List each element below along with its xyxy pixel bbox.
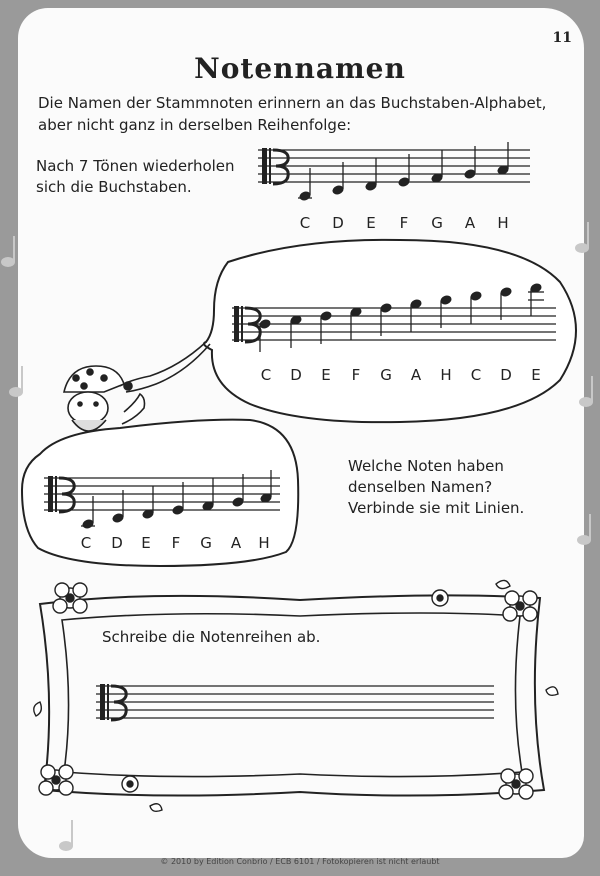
staff2-label: A <box>410 366 422 384</box>
flower-icon <box>53 583 87 613</box>
staff3-label: F <box>171 534 181 552</box>
staff2-label: H <box>440 366 452 384</box>
staff2-label: E <box>531 366 541 384</box>
staff1-label: A <box>464 214 476 232</box>
flower-icon <box>122 776 138 792</box>
staff1-label: H <box>497 214 509 232</box>
staff1-label: G <box>431 214 443 232</box>
empty-staff <box>96 684 494 720</box>
staff3-label: E <box>141 534 151 552</box>
leaf-icon <box>34 702 42 716</box>
flower-icon <box>503 591 537 621</box>
staff3-label: C <box>80 534 92 552</box>
task-instruction: Schreibe die Notenreihen ab. <box>102 628 321 646</box>
staff1-label: F <box>399 214 409 232</box>
staff3-label: D <box>111 534 123 552</box>
flower-icon <box>432 590 448 606</box>
flower-icon <box>39 765 73 795</box>
intro-text: Die Namen der Stammnoten erinnern an das Buchstaben-Alphabet, aber nicht ganz in derselben Reihenfolge: <box>38 94 547 134</box>
staff1-label: D <box>332 214 344 232</box>
leaf-icon <box>150 804 162 812</box>
staff2-label: C <box>260 366 272 384</box>
staff2-label: C <box>470 366 482 384</box>
page-title: Notennamen <box>194 52 406 85</box>
staff2-label: D <box>500 366 512 384</box>
staff2-label: F <box>351 366 361 384</box>
staff3-label: A <box>230 534 242 552</box>
staff3-label: G <box>200 534 212 552</box>
staff1-label: E <box>366 214 376 232</box>
page-number: 11 <box>552 30 572 46</box>
staff2-label: G <box>380 366 392 384</box>
copyright-footer: © 2010 by Edition Conbrio / ECB 6101 / Fotokopieren ist nicht erlaubt <box>160 857 440 866</box>
staff3-label: H <box>258 534 270 552</box>
staff2-label: E <box>321 366 331 384</box>
leaf-icon <box>496 580 510 588</box>
staff1-label: C <box>299 214 311 232</box>
flower-icon <box>499 769 533 799</box>
question-text: Welche Noten haben denselben Namen? Verbinde sie mit Linien. <box>348 457 525 517</box>
staff2-label: D <box>290 366 302 384</box>
leaf-icon <box>546 687 558 696</box>
repeat-text: Nach 7 Tönen wiederholen sich die Buchstaben. <box>36 157 235 196</box>
